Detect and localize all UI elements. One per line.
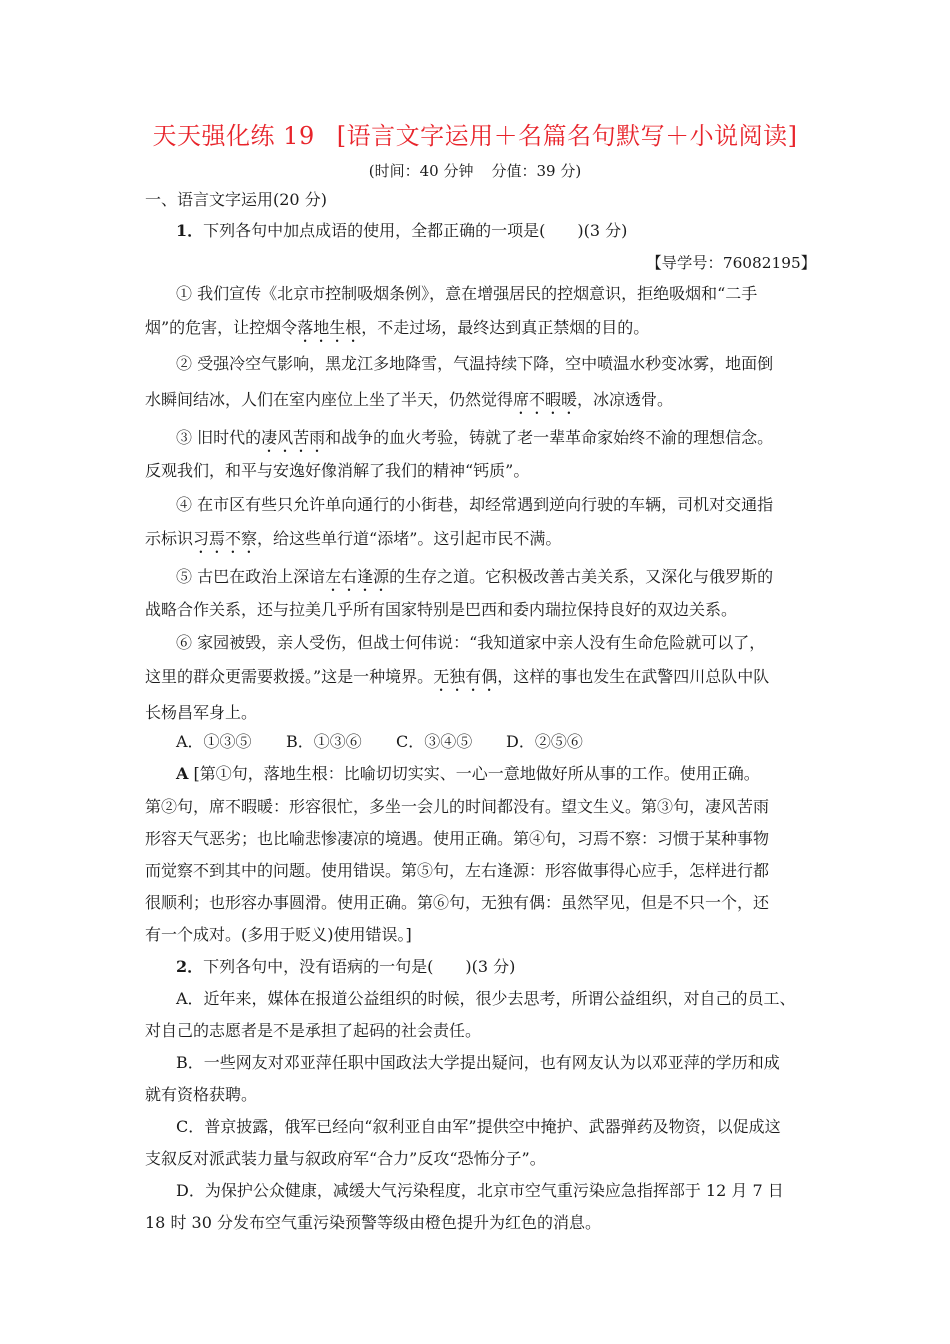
option-c: C．③④⑤ <box>396 732 473 751</box>
sentence-3-text-a: ③ 旧时代的 <box>176 428 262 447</box>
section-heading: 一、语言文字运用(20 分) <box>145 190 327 209</box>
sentence-6-line-2 <box>145 666 769 695</box>
time-score-line <box>0 160 950 182</box>
sentence-6-text-a: 这里的群众更需要救援。”这是一种境界。 <box>145 667 434 686</box>
sentence-2-line-1: ② 受强冷空气影响，黑龙江多地降雪，气温持续下降，空中喷温水秒变冰雾，地面倒 <box>176 354 774 373</box>
sentence-4-line-1: ④ 在市区有些只允许单向通行的小街巷，却经常遇到逆向行驶的车辆，司机对交通指 <box>176 495 774 514</box>
time-limit: (时间：40 分钟 <box>368 162 474 180</box>
title-topics: [语言文字运用＋名篇名句默写＋小说阅读] <box>336 122 798 150</box>
sentence-4-idiom: 习焉不察 <box>193 529 258 548</box>
answer-letter: A <box>176 764 189 783</box>
sentence-1-text-a: 烟”的危害，让控烟令 <box>145 318 298 337</box>
answer-line-3: 形容天气恶劣；也比喻悲惨凄凉的境遇。使用正确。第④句，习焉不察：习惯于某种事物 <box>145 829 770 848</box>
sentence-5-text-b: 的生存之道。它积极改善古美关系，又深化与俄罗斯的 <box>389 567 774 586</box>
question-1-text: 下列各句中加点成语的使用，全都正确的一项是( )(3 分) <box>203 221 628 240</box>
sentence-1-line-2 <box>145 317 649 346</box>
sentence-1-text-b: ，不走过场，最终达到真正禁烟的目的。 <box>361 318 650 337</box>
option-a: A．①③⑤ <box>176 732 252 751</box>
sentence-2-idiom: 席不暇暖 <box>513 390 578 409</box>
sentence-3-line-2: 反观我们，和平与安逸好像消解了我们的精神“钙质”。 <box>145 461 530 480</box>
sentence-4-text-b: ，给这些单行道“添堵”。这引起市民不满。 <box>257 529 562 548</box>
page-title <box>0 120 950 152</box>
q2-option-c-line-1: C．普京披露，俄军已经向“叙利亚自由军”提供空中掩护、武器弹药及物资，以促成这 <box>176 1117 781 1136</box>
sentence-3-line-1 <box>176 427 773 456</box>
answer-line-6: 有一个成对。(多用于贬义)使用错误。] <box>145 925 412 944</box>
total-score: 分值：39 分) <box>491 162 582 180</box>
sentence-4-text-a: 示标识 <box>145 529 194 548</box>
question-1-stem <box>176 220 627 242</box>
sentence-5-idiom: 左右逢源 <box>325 567 390 586</box>
question-2-number: 2． <box>176 957 204 976</box>
sentence-2-text-b: ，冰凉透骨。 <box>577 390 674 409</box>
q2-option-b-line-2: 就有资格获聘。 <box>145 1085 258 1104</box>
sentence-5-line-2: 战略合作关系，还与拉美几乎所有国家特别是巴西和委内瑞拉保持良好的双边关系。 <box>145 600 738 619</box>
title-prefix: 天天强化练 19 <box>152 122 315 150</box>
question-1-number: 1． <box>176 221 204 240</box>
sentence-1-idiom: 落地生根 <box>297 318 362 337</box>
sentence-2-line-2 <box>145 389 673 418</box>
q2-option-b-line-1: B．一些网友对邓亚萍任职中国政法大学提出疑问，也有网友认为以邓亚萍的学历和成 <box>176 1053 780 1072</box>
sentence-6-line-1: ⑥ 家园被毁，亲人受伤，但战士何伟说：“我知道家中亲人没有生命危险就可以了， <box>176 633 766 652</box>
q2-option-d-line-2: 18 时 30 分发布空气重污染预警等级由橙色提升为红色的消息。 <box>145 1213 601 1232</box>
option-b: B．①③⑥ <box>286 732 362 751</box>
option-d: D．②⑤⑥ <box>506 732 583 751</box>
sentence-5-text-a: ⑤ 古巴在政治上深谙 <box>176 567 326 586</box>
q2-option-a-line-1: A．近年来，媒体在报道公益组织的时候，很少去思考，所谓公益组织，对自己的员工、 <box>176 989 796 1008</box>
sentence-4-line-2 <box>145 528 561 557</box>
sentence-1-line-1: ① 我们宣传《北京市控制吸烟条例》，意在增强居民的控烟意识，拒绝吸烟和“二手 <box>176 284 758 303</box>
sentence-3-text-b: 和战争的血火考验，铸就了老一辈革命家始终不渝的理想信念。 <box>325 428 774 447</box>
sentence-2-text-a: 水瞬间结冰，人们在室内座位上坐了半天，仍然觉得 <box>145 390 514 409</box>
question-2-text: 下列各句中，没有语病的一句是( )(3 分) <box>203 957 516 976</box>
sentence-6-idiom: 无独有偶 <box>433 667 498 686</box>
q2-option-a-line-2: 对自己的志愿者是不是承担了起码的社会责任。 <box>145 1021 482 1040</box>
q2-option-d-line-1: D．为保护公众健康，减缓大气污染程度，北京市空气重污染应急指挥部于 12 月 7 日 <box>176 1181 784 1200</box>
answer-text-1: [第①句，落地生根：比喻切切实实、一心一意地做好所从事的工作。使用正确。 <box>193 764 760 783</box>
answer-line-2: 第②句，席不暇暖：形容很忙，多坐一会儿的时间都没有。望文生义。第③句，凄风苦雨 <box>145 797 770 816</box>
sentence-6-text-b: ，这样的事也发生在武警四川总队中队 <box>497 667 770 686</box>
guide-number: 【导学号：76082195】 <box>646 254 816 272</box>
answer-line-1 <box>176 763 760 785</box>
q2-option-c-line-2: 支叙反对派武装力量与叙政府军“合力”反攻“恐怖分子”。 <box>145 1149 546 1168</box>
sentence-3-idiom: 凄风苦雨 <box>261 428 326 447</box>
answer-line-5: 很顺利；也形容办事圆滑。使用正确。第⑥句，无独有偶：虽然罕见，但是不只一个，还 <box>145 893 770 912</box>
sentence-5-line-1 <box>176 566 773 595</box>
sentence-6-line-3: 长杨昌军身上。 <box>145 703 258 722</box>
answer-line-4: 而觉察不到其中的问题。使用错误。第⑤句，左右逢源：形容做事得心应手，怎样进行都 <box>145 861 770 880</box>
question-2-stem <box>176 956 515 978</box>
